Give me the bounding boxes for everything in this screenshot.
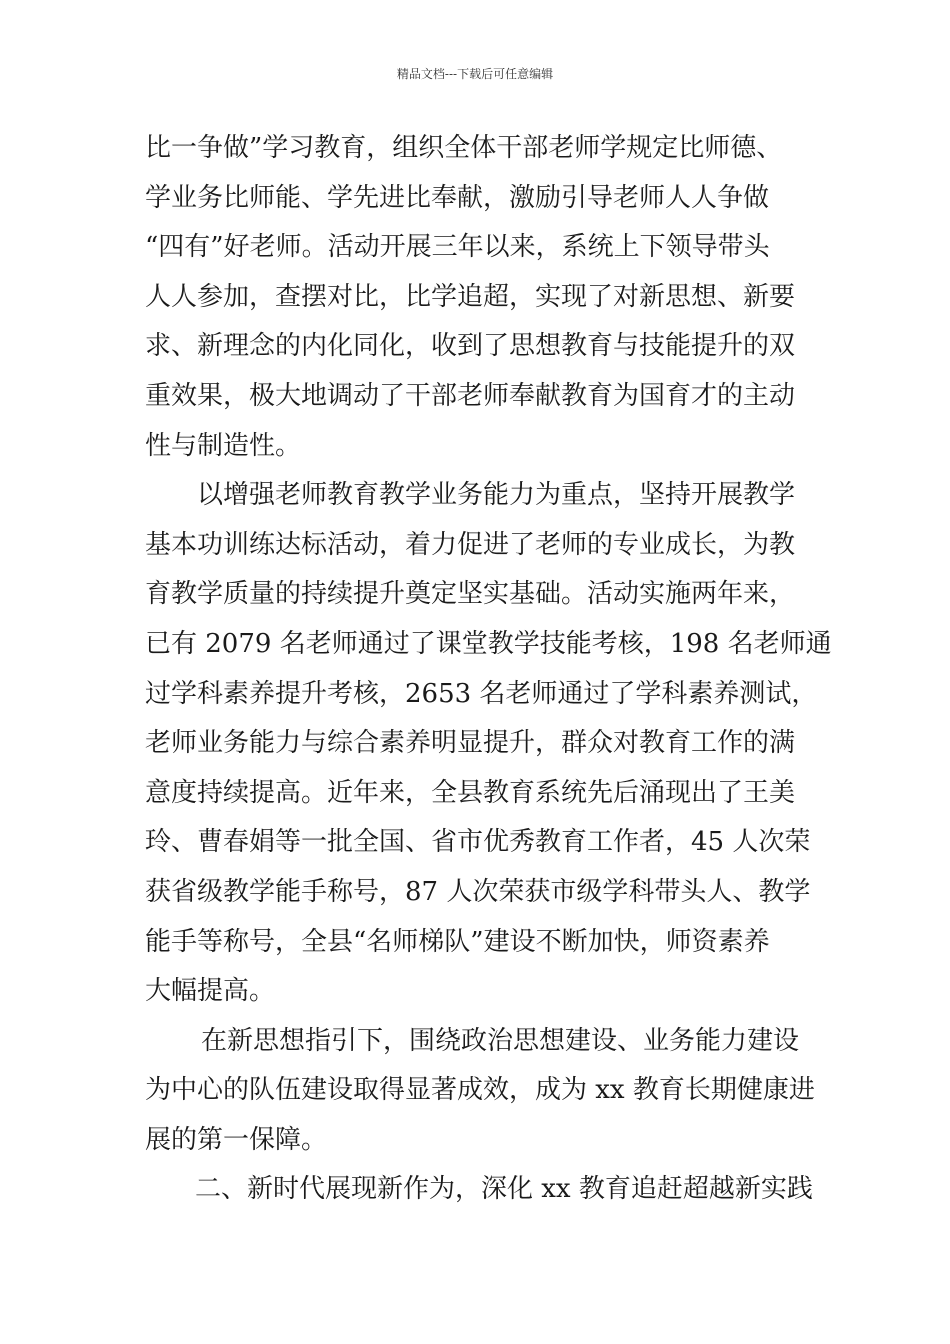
text-line: 性与制造性。 <box>145 430 302 461</box>
text-line: 人人参加，查摆对比，比学追超，实现了对新思想、新要 <box>145 281 796 312</box>
paragraph-3 <box>145 1017 815 1166</box>
text-line: 获省级教学能手称号，87 人次荣获市级学科带头人、教学 <box>145 876 811 907</box>
paragraph-1 <box>145 124 810 471</box>
text-line: 老师业务能力与综合素养明显提升，群众对教育工作的满 <box>145 728 796 759</box>
document-body <box>145 124 832 1215</box>
text-line: 求、新理念的内化同化，收到了思想教育与技能提升的双 <box>145 331 796 362</box>
text-line: 能手等称号，全县“名师梯队”建设不断加快，师资素养 <box>145 926 770 957</box>
text-line: 意度持续提高。近年来，全县教育系统先后涌现出了王美 <box>145 777 796 808</box>
text-line: 过学科素养提升考核，2653 名老师通过了学科素养测试， <box>145 678 818 709</box>
section-heading-text: 二、新时代展现新作为，深化 xx 教育追赶超越新实践 <box>195 1174 813 1205</box>
text-line: 基本功训练达标活动，着力促进了老师的专业成长，为教 <box>145 529 796 560</box>
text-line-indented: 以增强老师教育教学业务能力为重点，坚持开展教学 <box>197 480 796 511</box>
text-line: 为中心的队伍建设取得显著成效，成为 xx 教育长期健康进 <box>145 1075 815 1106</box>
paragraph-2 <box>145 471 832 1017</box>
text-line: “四有”好老师。活动开展三年以来，系统上下领导带头 <box>145 232 770 263</box>
text-line: 重效果，极大地调动了干部老师奉献教育为国育才的主动 <box>145 380 796 411</box>
text-line-indented: 在新思想指引下，围绕政治思想建设、业务能力建设 <box>201 1025 800 1056</box>
page-header: 精品文档---下载后可任意编辑 <box>396 67 554 81</box>
text-line: 比一争做”学习教育，组织全体干部老师学规定比师德、 <box>145 133 783 163</box>
text-line: 玲、曹春娟等一批全国、省市优秀教育工作者，45 人次荣 <box>145 827 811 858</box>
text-line: 展的第一保障。 <box>145 1124 328 1155</box>
section-heading <box>145 1165 813 1215</box>
text-line: 大幅提高。 <box>145 976 276 1007</box>
text-line: 学业务比师能、学先进比奉献，激励引导老师人人争做 <box>145 182 770 213</box>
text-line: 已有 2079 名老师通过了课堂教学技能考核，198 名老师通 <box>145 628 832 659</box>
text-line: 育教学质量的持续提升奠定坚实基础。活动实施两年来， <box>145 579 796 610</box>
